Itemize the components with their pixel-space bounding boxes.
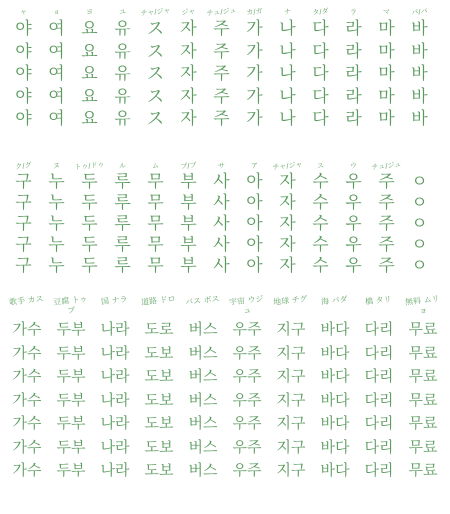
practice-cell: ㅇ <box>411 193 428 213</box>
practice-cell: 여 <box>48 41 65 62</box>
practice-cell: ㅇ <box>411 172 428 192</box>
practice-cell: 무 <box>147 256 164 276</box>
reading-note: プ/ブ <box>179 161 198 171</box>
practice-cell: 여 <box>48 19 65 39</box>
practice-cell: 주 <box>378 193 395 213</box>
practice-cell: 바다 <box>320 461 350 479</box>
practice-cell: 바다 <box>320 343 350 362</box>
practice-cell: 주 <box>213 109 230 129</box>
practice-cell: 누 <box>48 193 65 213</box>
reading-note: チュ/ジュ <box>206 6 237 18</box>
practice-cell: 마 <box>378 19 395 39</box>
practice-cell: 바다 <box>320 437 350 456</box>
practice-cell: 사 <box>213 214 230 234</box>
practice-cell: 아 <box>246 235 263 255</box>
practice-cell: 두 <box>81 256 98 276</box>
reading-note: 地球 チグ <box>272 294 308 307</box>
practice-cell: 다리 <box>364 390 394 409</box>
practice-cell: 나 <box>279 19 296 39</box>
reading-note: ジャ <box>181 7 196 17</box>
word-grid-bottom <box>0 296 450 510</box>
practice-cell: 우 <box>345 193 362 213</box>
practice-cell: 자 <box>180 64 197 84</box>
practice-cell: 유 <box>114 41 131 62</box>
practice-cell: 라 <box>345 41 362 62</box>
practice-cell: 누 <box>48 172 65 192</box>
practice-cell: 아 <box>246 214 263 234</box>
column-2-12 <box>371 160 402 277</box>
practice-cell: 무료 <box>408 343 438 362</box>
practice-cell: 지구 <box>276 437 306 456</box>
practice-cell: 사 <box>213 256 230 276</box>
practice-cell: 가 <box>246 41 263 62</box>
column-3-5 <box>182 296 224 483</box>
column-3-10 <box>402 296 444 483</box>
column-2-4 <box>107 160 138 277</box>
column-1-1 <box>8 6 39 131</box>
column-2-1 <box>8 160 39 277</box>
practice-cell: 나 <box>279 109 296 129</box>
reading-note: ラ <box>349 7 358 17</box>
practice-cell: 다 <box>312 64 329 84</box>
practice-cell: 다리 <box>364 343 394 362</box>
column-1-9 <box>272 6 303 131</box>
reading-note: パ/バ <box>410 7 429 17</box>
practice-cell: 가수 <box>12 437 42 456</box>
practice-cell: 주 <box>213 19 230 39</box>
practice-cell: 다 <box>312 19 329 39</box>
practice-cell: 아 <box>246 193 263 213</box>
column-1-3 <box>74 6 105 131</box>
reading-note: ョ <box>52 7 61 17</box>
practice-cell: 누 <box>48 256 65 276</box>
practice-cell: 우주 <box>232 320 262 338</box>
practice-cell: 도로 <box>144 320 174 338</box>
practice-cell: 우주 <box>232 461 262 479</box>
practice-cell: 두부 <box>56 367 86 385</box>
reading-note: ア <box>250 161 259 171</box>
reading-note: 国 ナラ <box>100 294 128 307</box>
practice-cell: 다리 <box>364 367 394 385</box>
practice-cell: 무료 <box>408 461 438 479</box>
reading-note: チュ/ジュ <box>371 160 402 172</box>
practice-cell: 나라 <box>100 461 130 479</box>
column-1-10 <box>305 6 336 131</box>
practice-cell: 자 <box>279 235 296 255</box>
practice-cell: 다리 <box>364 461 394 479</box>
practice-cell: 우 <box>345 256 362 276</box>
practice-cell: 자 <box>180 41 197 62</box>
practice-cell: 마 <box>378 41 395 62</box>
practice-cell: 누 <box>48 214 65 234</box>
practice-cell: 다리 <box>364 437 394 456</box>
practice-cell: 유 <box>114 86 131 107</box>
practice-cell: 누 <box>48 235 65 255</box>
column-1-4 <box>107 6 138 131</box>
practice-cell: 루 <box>114 256 131 276</box>
practice-cell: 버스 <box>188 437 218 456</box>
practice-cell: ス <box>147 41 164 62</box>
practice-cell: 라 <box>345 86 362 107</box>
practice-cell: 나라 <box>100 390 130 409</box>
practice-cell: 지구 <box>276 414 306 432</box>
practice-cell: 버스 <box>188 320 218 338</box>
practice-cell: 야 <box>15 86 32 107</box>
reading-note: トゥ/ドゥ <box>74 160 105 172</box>
practice-cell: 사 <box>213 235 230 255</box>
practice-cell: 무 <box>147 214 164 234</box>
reading-note: ム <box>151 161 160 171</box>
practice-cell: 우주 <box>232 414 262 432</box>
column-3-7 <box>270 296 312 483</box>
practice-cell: 두 <box>81 214 98 234</box>
column-2-6 <box>173 160 204 277</box>
practice-cell: 수 <box>312 172 329 192</box>
practice-cell: 두부 <box>56 320 86 338</box>
practice-cell: 주 <box>213 64 230 84</box>
column-3-6 <box>226 296 268 483</box>
practice-cell: 자 <box>279 214 296 234</box>
reading-note: 無料 ムリョ <box>404 294 440 316</box>
practice-cell: 구 <box>15 193 32 213</box>
practice-cell: 요 <box>81 64 98 84</box>
practice-cell: 두부 <box>56 343 86 362</box>
reading-note: ヌ <box>52 161 61 171</box>
column-2-7 <box>206 160 237 277</box>
practice-cell: 무 <box>147 235 164 255</box>
practice-cell: 바다 <box>320 367 350 385</box>
practice-cell: 바 <box>411 41 428 62</box>
practice-cell: ス <box>147 86 164 107</box>
practice-cell: 나라 <box>100 437 130 456</box>
practice-cell: 우 <box>345 172 362 192</box>
reading-note: ル <box>118 161 127 171</box>
practice-cell: 나 <box>279 41 296 62</box>
column-3-4 <box>138 296 180 483</box>
column-1-2 <box>41 6 72 131</box>
practice-cell: 야 <box>15 19 32 39</box>
syllable-grid-top <box>0 6 450 156</box>
practice-cell: 우주 <box>232 390 262 409</box>
practice-cell: ス <box>147 109 164 129</box>
column-3-9 <box>358 296 400 483</box>
reading-note: 海 パダ <box>320 294 348 307</box>
practice-cell: 바 <box>411 86 428 107</box>
reading-note: カ/ガ <box>245 7 264 17</box>
column-1-7 <box>206 6 237 131</box>
practice-cell: 무료 <box>408 437 438 456</box>
reading-note: ユ <box>118 7 127 17</box>
practice-cell: 부 <box>180 214 197 234</box>
practice-cell: 무료 <box>408 367 438 385</box>
practice-cell: 바 <box>411 64 428 84</box>
practice-cell: 우 <box>345 235 362 255</box>
column-3-8 <box>314 296 356 483</box>
column-2-10 <box>305 160 336 277</box>
practice-cell: 가수 <box>12 414 42 432</box>
practice-cell: 요 <box>81 86 98 107</box>
reading-note: チャ/ジャ <box>140 6 171 18</box>
practice-cell: 가 <box>246 109 263 129</box>
practice-cell: 바다 <box>320 320 350 338</box>
column-1-8 <box>239 6 270 131</box>
practice-cell: 지구 <box>276 343 306 362</box>
column-2-11 <box>338 160 369 277</box>
practice-cell: 다 <box>312 41 329 62</box>
practice-cell: 다 <box>312 109 329 129</box>
column-3-2 <box>50 296 92 483</box>
practice-cell: 마 <box>378 64 395 84</box>
practice-cell: ス <box>147 19 164 39</box>
practice-cell: 요 <box>81 19 98 39</box>
practice-cell: 가 <box>246 86 263 107</box>
practice-cell: 나 <box>279 64 296 84</box>
column-1-12 <box>371 6 402 131</box>
practice-cell: 주 <box>378 172 395 192</box>
practice-cell: 지구 <box>276 461 306 479</box>
practice-cell: 무료 <box>408 414 438 432</box>
practice-cell: 구 <box>15 214 32 234</box>
practice-cell: 루 <box>114 214 131 234</box>
practice-cell: 버스 <box>188 414 218 432</box>
practice-cell: 두부 <box>56 414 86 432</box>
practice-cell: 가 <box>246 19 263 39</box>
practice-cell: 버스 <box>188 367 218 385</box>
column-2-5 <box>140 160 171 277</box>
practice-cell: 부 <box>180 256 197 276</box>
reading-note: ナ <box>283 7 292 17</box>
practice-cell: 여 <box>48 64 65 84</box>
reading-note: マ <box>382 7 391 17</box>
practice-cell: 나라 <box>100 367 130 385</box>
practice-cell: 마 <box>378 86 395 107</box>
practice-cell: 주 <box>378 235 395 255</box>
practice-cell: 자 <box>279 193 296 213</box>
practice-cell: 무 <box>147 193 164 213</box>
practice-cell: 자 <box>180 109 197 129</box>
practice-cell: 바다 <box>320 414 350 432</box>
column-1-5 <box>140 6 171 131</box>
practice-cell: 마 <box>378 109 395 129</box>
practice-cell: 도보 <box>144 437 174 456</box>
practice-cell: 수 <box>312 193 329 213</box>
practice-cell: 여 <box>48 109 65 129</box>
column-3-3 <box>94 296 136 483</box>
practice-cell: 구 <box>15 235 32 255</box>
practice-cell: 주 <box>213 41 230 62</box>
practice-cell: 다리 <box>364 414 394 432</box>
practice-cell: 다 <box>312 86 329 107</box>
practice-cell: 버스 <box>188 390 218 409</box>
reading-note: ス <box>316 161 325 171</box>
practice-cell: 나 <box>279 86 296 107</box>
reading-note: ャ <box>19 7 28 17</box>
practice-cell: 주 <box>378 214 395 234</box>
practice-cell: 구 <box>15 256 32 276</box>
practice-cell: 바 <box>411 19 428 39</box>
practice-cell: 자 <box>180 19 197 39</box>
practice-cell: 루 <box>114 235 131 255</box>
practice-cell: 버스 <box>188 461 218 479</box>
practice-cell: 사 <box>213 172 230 192</box>
practice-cell: 가 <box>246 64 263 84</box>
practice-cell: 부 <box>180 172 197 192</box>
reading-note: ヨ <box>85 7 94 17</box>
reading-note: バス ボス <box>184 294 220 307</box>
practice-cell: 지구 <box>276 320 306 338</box>
reading-note: チャ/ジャ <box>272 160 303 172</box>
practice-cell: 나라 <box>100 343 130 362</box>
practice-cell: 수 <box>312 256 329 276</box>
syllable-grid-middle <box>0 160 450 295</box>
practice-cell: 야 <box>15 109 32 129</box>
practice-cell: 아 <box>246 256 263 276</box>
practice-cell: 다리 <box>364 320 394 338</box>
practice-cell: 수 <box>312 214 329 234</box>
practice-cell: 가수 <box>12 390 42 409</box>
practice-cell: 두부 <box>56 390 86 409</box>
practice-cell: 두 <box>81 172 98 192</box>
practice-cell: 라 <box>345 109 362 129</box>
practice-cell: 지구 <box>276 367 306 385</box>
practice-cell: 두 <box>81 235 98 255</box>
practice-cell: 요 <box>81 109 98 129</box>
practice-cell: 도보 <box>144 461 174 479</box>
practice-cell: 도보 <box>144 414 174 432</box>
practice-cell: 주 <box>378 256 395 276</box>
column-2-9 <box>272 160 303 277</box>
reading-note: 豆腐 トゥブ <box>52 294 88 316</box>
reading-note: ク/グ <box>14 161 33 171</box>
column-2-2 <box>41 160 72 277</box>
practice-cell: 가수 <box>12 343 42 362</box>
practice-cell: 자 <box>279 256 296 276</box>
practice-cell: 무 <box>147 172 164 192</box>
practice-cell: 두부 <box>56 461 86 479</box>
practice-cell: 요 <box>81 41 98 62</box>
practice-cell: 가수 <box>12 461 42 479</box>
practice-cell: 자 <box>180 86 197 107</box>
column-2-8 <box>239 160 270 277</box>
practice-cell: 무료 <box>408 320 438 338</box>
practice-cell: ス <box>147 64 164 84</box>
column-1-6 <box>173 6 204 131</box>
column-3-1 <box>6 296 48 483</box>
column-1-11 <box>338 6 369 131</box>
practice-cell: ㅇ <box>411 214 428 234</box>
practice-cell: 바다 <box>320 390 350 409</box>
practice-cell: 자 <box>279 172 296 192</box>
column-1-13 <box>404 6 435 131</box>
reading-note: 道路 ドロ <box>140 294 176 307</box>
practice-cell: 바 <box>411 109 428 129</box>
practice-cell: 우주 <box>232 437 262 456</box>
practice-cell: 루 <box>114 172 131 192</box>
column-2-13 <box>404 160 435 277</box>
practice-cell: 여 <box>48 86 65 107</box>
practice-cell: 우 <box>345 214 362 234</box>
reading-note: 宇宙 ウジュ <box>228 294 264 316</box>
practice-cell: 유 <box>114 64 131 84</box>
practice-cell: 야 <box>15 41 32 62</box>
practice-cell: 나라 <box>100 414 130 432</box>
reading-note: 歌手 カス <box>8 294 44 307</box>
practice-cell: 도보 <box>144 343 174 362</box>
practice-cell: 도보 <box>144 367 174 385</box>
practice-cell: 루 <box>114 193 131 213</box>
practice-cell: 두부 <box>56 437 86 456</box>
practice-cell: ㅇ <box>411 235 428 255</box>
practice-cell: 가수 <box>12 367 42 385</box>
practice-cell: 가수 <box>12 320 42 338</box>
practice-cell: 버스 <box>188 343 218 362</box>
practice-cell: 유 <box>114 19 131 39</box>
practice-cell: 유 <box>114 109 131 129</box>
practice-cell: ㅇ <box>411 256 428 276</box>
practice-cell: 수 <box>312 235 329 255</box>
reading-note: タ/ダ <box>311 7 330 17</box>
practice-cell: 우주 <box>232 367 262 385</box>
practice-cell: 나라 <box>100 320 130 338</box>
practice-cell: 아 <box>246 172 263 192</box>
practice-cell: 무료 <box>408 390 438 409</box>
practice-cell: 부 <box>180 235 197 255</box>
column-2-3 <box>74 160 105 277</box>
reading-note: 橋 タリ <box>364 294 392 307</box>
practice-cell: 우주 <box>232 343 262 362</box>
reading-note: ウ <box>349 161 358 171</box>
practice-cell: 라 <box>345 19 362 39</box>
practice-cell: 야 <box>15 64 32 84</box>
practice-cell: 두 <box>81 193 98 213</box>
practice-cell: 사 <box>213 193 230 213</box>
practice-cell: 구 <box>15 172 32 192</box>
practice-cell: 라 <box>345 64 362 84</box>
practice-cell: 도보 <box>144 390 174 409</box>
reading-note: サ <box>217 161 226 171</box>
practice-cell: 주 <box>213 86 230 107</box>
practice-cell: 부 <box>180 193 197 213</box>
practice-cell: 지구 <box>276 390 306 409</box>
